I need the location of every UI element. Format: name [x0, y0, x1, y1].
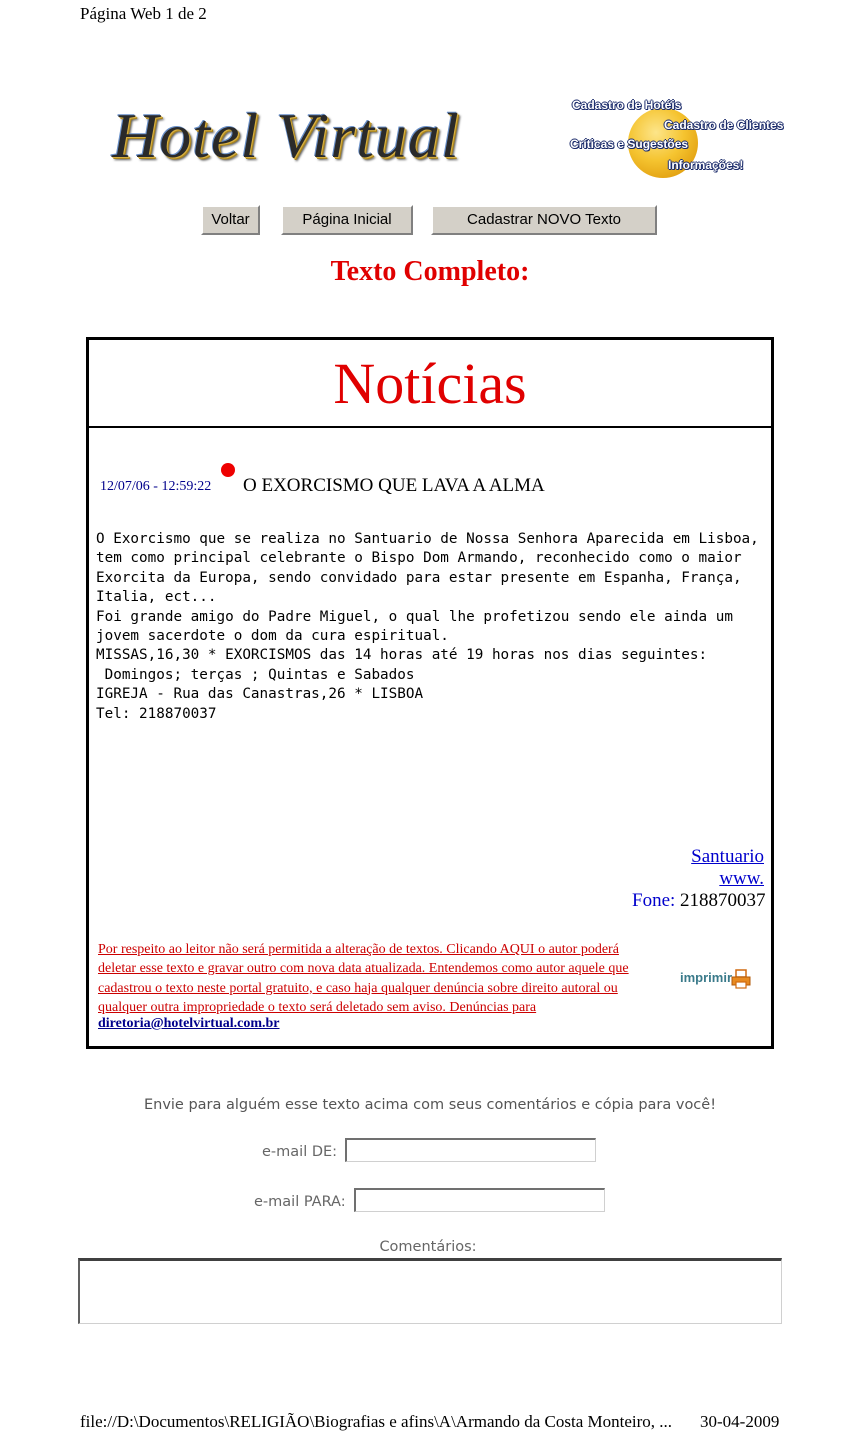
article-date: 12/07/06 - 12:59:22 [100, 479, 212, 494]
share-heading: Envie para alguém esse texto acima com seus comentários e cópia para você! [143, 1097, 717, 1113]
from-label: e-mail DE: [262, 1144, 338, 1160]
santuario-link[interactable]: Santuario [691, 846, 764, 867]
menu-criticas-sugestoes[interactable]: Críticas e Sugestões [570, 137, 689, 151]
article-line: Foi grande amigo do Padre Miguel, o qual lhe profetizou sendo ele ainda um [96, 608, 733, 625]
new-text-button[interactable]: Cadastrar NOVO Texto [431, 205, 657, 235]
print-page-label: Página Web 1 de 2 [80, 4, 207, 23]
menu-cadastro-clientes[interactable]: Cadastro de Clientes [664, 118, 784, 132]
back-button[interactable]: Voltar [201, 205, 260, 235]
article-line: O Exorcismo que se realiza no Santuario de Nossa Senhora Aparecida em Lisboa, [96, 531, 759, 547]
comments-label: Comentários: [379, 1239, 477, 1255]
article-line: jovem sacerdote o dom da cura espiritual. [96, 628, 449, 645]
phone-label: Fone: [632, 890, 676, 911]
news-box-header [89, 340, 771, 428]
phone-value: 218870037 [680, 890, 766, 911]
site-menu-badge [568, 96, 788, 182]
printer-icon[interactable] [730, 968, 752, 990]
red-dot-icon [221, 463, 235, 477]
news-box-title: Notícias [333, 351, 527, 416]
article-headline: O EXORCISMO QUE LAVA A ALMA [243, 475, 545, 496]
print-footer-path: file://D:\Documentos\RELIGIÃO\Biografias e afins\A\Armando da Costa Monteiro, ... [80, 1412, 673, 1431]
menu-informacoes[interactable]: Informações! [668, 158, 744, 172]
article-line: MISSAS,16,30 * EXORCISMOS das 14 horas até 19 horas nos dias seguintes: [96, 647, 708, 664]
menu-cadastro-hoteis[interactable]: Cadastro de Hotéis [572, 98, 682, 112]
www-link[interactable]: www. [719, 868, 764, 889]
article-line: tem como principal celebrante o Bispo Dom Armando, reconhecido como o maior [96, 550, 742, 567]
page-title: Texto Completo: [330, 256, 530, 287]
contact-block [691, 846, 764, 890]
home-button[interactable]: Página Inicial [281, 205, 413, 235]
hotel-virtual-logo[interactable]: Hotel Virtual [112, 100, 460, 171]
article-line: Domingos; terças ; Quintas e Sabados [96, 666, 415, 683]
article-line: IGREJA - Rua das Canastras,26 * LISBOA [96, 686, 424, 703]
disclaimer-email-link[interactable]: diretoria@hotelvirtual.com.br [98, 1016, 280, 1031]
disclaimer-text[interactable]: Por respeito ao leitor não será permitida a alteração de textos. Clicando AQUI o autor poderá deletar esse texto e gravar outro com nova data atualizada. Entendemos como autor aquele que cadastrou o texto neste portal gratuito, e caso haja qualquer denúncia sobre direito autoral ou qualquer outra impropriedade o texto será deletado sem aviso. Denúncias para [98, 942, 629, 1015]
print-footer-date: 30-04-2009 [700, 1412, 780, 1431]
comments-textarea[interactable] [78, 1258, 782, 1324]
email-to-input[interactable] [354, 1188, 605, 1212]
article-line: Italia, ect... [96, 589, 217, 606]
print-link[interactable]: imprimir [680, 970, 733, 985]
article-line: Tel: 218870037 [96, 705, 217, 722]
article-body [96, 530, 759, 724]
article-line: Exorcita da Europa, sendo convidado para estar presente em Espanha, França, [96, 569, 742, 586]
phone-line [632, 890, 766, 912]
to-label: e-mail PARA: [254, 1194, 346, 1210]
email-from-input[interactable] [345, 1138, 596, 1162]
